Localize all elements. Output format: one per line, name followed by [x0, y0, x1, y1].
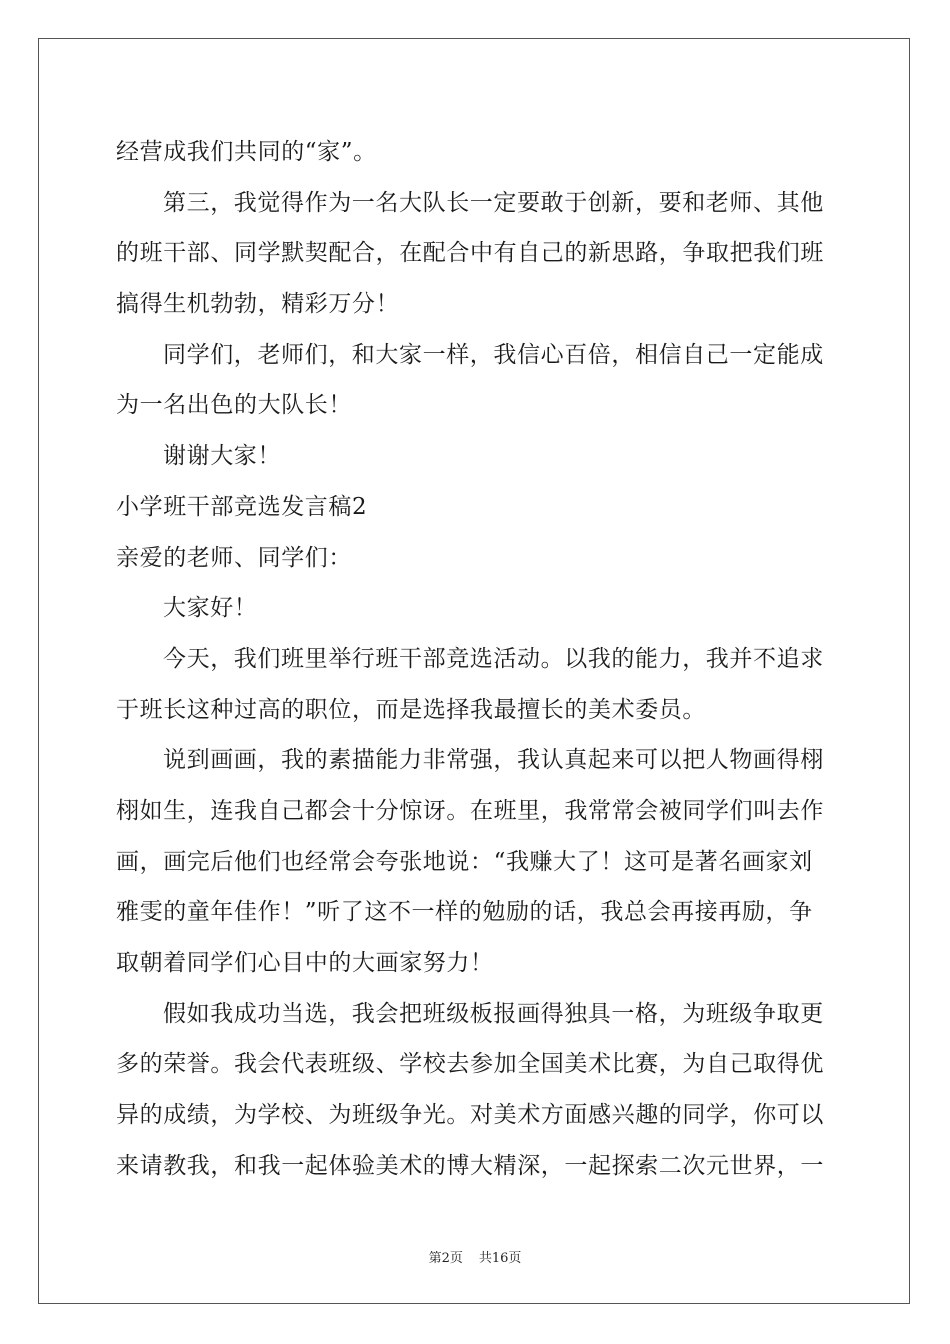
greeting: 大家好！ — [163, 595, 258, 622]
page-number: 第2页 — [428, 1251, 463, 1266]
salutation: 亲爱的老师、同学们： — [116, 544, 352, 571]
text-line-21: 来请教我，和我一起体验美术的博大精深，一起探索二次元世界，一 — [116, 1152, 824, 1179]
text-line-4: 搞得生机勃勃，精彩万分！ — [116, 291, 400, 318]
text-line-5: 同学们，老师们，和大家一样，我信心百倍，相信自己一定能成 — [163, 341, 824, 368]
text-line-16: 雅雯的童年佳作！”听了这不一样的勉励的话，我总会再接再励，争 — [116, 899, 813, 926]
text-line-12: 于班长这种过高的职位，而是选择我最擅长的美术委员。 — [116, 696, 706, 723]
text-line-3: 的班干部、同学默契配合，在配合中有自己的新思路，争取把我们班 — [116, 240, 824, 267]
text-line-6: 为一名出色的大队长！ — [116, 392, 352, 419]
text-line-1: 经营成我们共同的“家”。 — [116, 139, 377, 165]
text-line-20: 异的成绩，为学校、为班级争光。对美术方面感兴趣的同学，你可以 — [116, 1102, 824, 1129]
page-total: 共16页 — [478, 1251, 522, 1266]
text-line-2: 第三，我觉得作为一名大队长一定要敢于创新，要和老师、其他 — [163, 189, 824, 216]
text-line-18: 假如我成功当选，我会把班级板报画得独具一格，为班级争取更 — [163, 1000, 824, 1027]
text-line-17: 取朝着同学们心目中的大画家努力！ — [116, 950, 494, 976]
text-line-7: 谢谢大家！ — [163, 443, 281, 470]
page-footer — [0, 1247, 950, 1266]
text-line-14: 栩如生，连我自己都会十分惊讶。在班里，我常常会被同学们叫去作 — [116, 797, 824, 824]
text-line-15: 画，画完后他们也经常会夸张地说：“我赚大了！这可是著名画家刘 — [116, 848, 813, 875]
section-heading: 小学班干部竞选发言稿2 — [116, 493, 368, 520]
text-line-19: 多的荣誉。我会代表班级、学校去参加全国美术比赛，为自己取得优 — [116, 1051, 824, 1078]
text-line-13: 说到画画，我的素描能力非常强，我认真起来可以把人物画得栩 — [163, 747, 824, 774]
document-body — [116, 127, 832, 1191]
text-line-11: 今天，我们班里举行班干部竞选活动。以我的能力，我并不追求 — [163, 645, 824, 672]
